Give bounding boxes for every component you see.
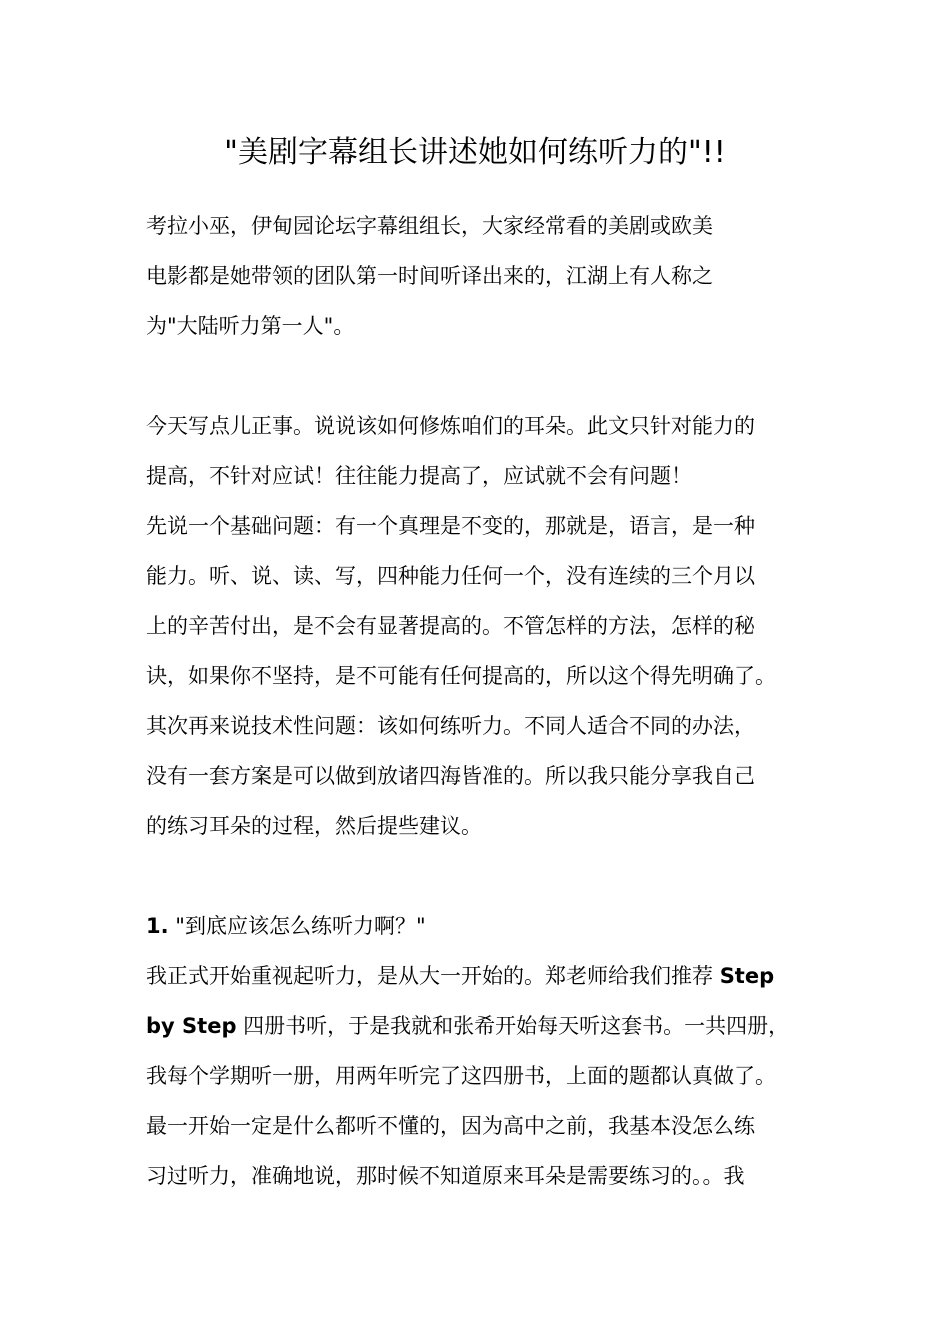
paragraph-line: 的练习耳朵的过程，然后提些建议。 <box>146 814 482 838</box>
line-text: 四册书听，于是我就和张希开始每天听这套书。一共四册， <box>236 1014 790 1038</box>
paragraph-line: 电影都是她带领的团队第一时间听译出来的，江湖上有人称之 <box>146 264 713 288</box>
paragraph-line <box>146 1001 826 1051</box>
book-title-part1: Step <box>719 964 775 988</box>
paragraph-gap <box>146 851 826 901</box>
paragraph-line: 考拉小巫，伊甸园论坛字幕组组长，大家经常看的美剧或欧美 <box>146 214 713 238</box>
paragraph-line: 没有一套方案是可以做到放诸四海皆准的。所以我只能分享我自己 <box>146 764 755 788</box>
paragraph-line: 先说一个基础问题：有一个真理是不变的，那就是，语言，是一种 <box>146 514 755 538</box>
paragraph-line: 其次再来说技术性问题：该如何练听力。不同人适合不同的办法， <box>146 714 755 738</box>
document-body <box>146 201 826 1201</box>
paragraph-line <box>146 951 826 1001</box>
document-title: "美剧字幕组长讲述她如何练听力的"!! <box>224 135 726 170</box>
book-title-part2: by Step <box>146 1014 237 1038</box>
paragraph-line: 我每个学期听一册，用两年听完了这四册书，上面的题都认真做了。 <box>146 1064 776 1088</box>
paragraph-line: 提高，不针对应试！往往能力提高了，应试就不会有问题！ <box>146 464 692 488</box>
paragraph-line: 习过听力，准确地说，那时候不知道原来耳朵是需要练习的。。我 <box>146 1164 745 1188</box>
section-heading <box>146 901 826 951</box>
paragraph-line: 能力。听、说、读、写，四种能力任何一个，没有连续的三个月以 <box>146 564 755 588</box>
paragraph-line: 今天写点儿正事。说说该如何修炼咱们的耳朵。此文只针对能力的 <box>146 414 755 438</box>
paragraph-line: 为"大陆听力第一人"。 <box>146 314 355 338</box>
paragraph-line: 最一开始一定是什么都听不懂的，因为高中之前，我基本没怎么练 <box>146 1114 755 1138</box>
section-heading-text: "到底应该怎么练听力啊？" <box>175 914 426 938</box>
line-text: 我正式开始重视起听力，是从大一开始的。郑老师给我们推荐 <box>146 964 720 988</box>
paragraph-line: 上的辛苦付出，是不会有显著提高的。不管怎样的方法，怎样的秘 <box>146 614 755 638</box>
section-number: 1. <box>146 914 169 938</box>
paragraph-gap <box>146 351 826 401</box>
paragraph-line: 诀，如果你不坚持，是不可能有任何提高的，所以这个得先明确了。 <box>146 664 776 688</box>
